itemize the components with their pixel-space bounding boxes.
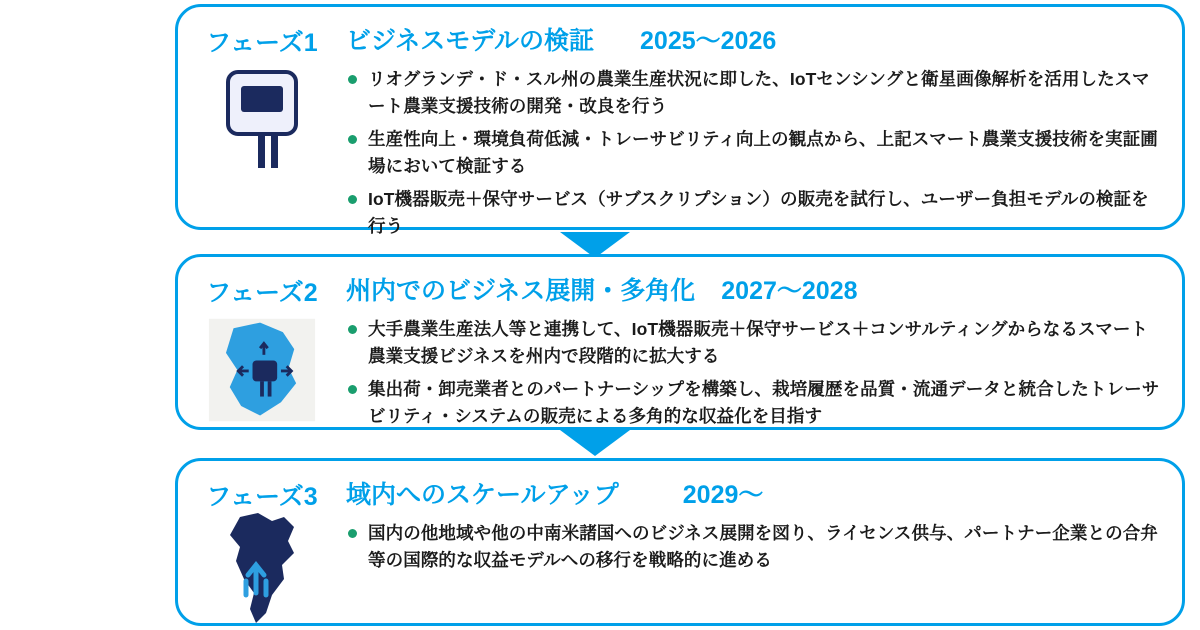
phase-3-bullet-1: 国内の他地域や他の中南米諸国へのビジネス展開を図り、ライセンス供与、パートナー企業との合弁等の国際的な収益モデルへの移行を戦略的に進める [346,520,1164,573]
phase-1-bullet-3: IoT機器販売＋保守サービス（サブスクリプション）の販売を試行し、ユーザー負担モデルの検証を行う [346,186,1164,239]
phase-2-heading [346,271,1164,307]
phase-2-body [346,257,1182,436]
south-america-map-icon [207,515,317,625]
phase-2-bullet-1: 大手農業生産法人等と連携して、IoT機器販売＋保守サービス＋コンサルティングからなるスマート農業支援ビジネスを州内で段階的に拡大する [346,316,1164,369]
phase-2-label: フェーズ2 [206,279,318,307]
phase-2-left-column [178,257,346,425]
phase-1-left-column [178,7,346,175]
phase-2-title: 州内でのビジネス展開・多角化 [346,277,696,305]
arrow-phase2-to-phase3 [560,430,630,456]
phase-1-bullet-2: 生産性向上・環境負荷低減・トレーサビリティ向上の観点から、上記スマート農業支援技術を実証圃場において検証する [346,126,1164,179]
phase-1-body [346,7,1182,247]
phase-1-bullet-1: リオグランデ・ド・スル州の農業生産状況に即した、IoTセンシングと衛星画像解析を活用したスマート農業支援技術の開発・改良を行う [346,66,1164,119]
phase-3-body [346,461,1182,580]
phase-1-period: 2025〜2026 [640,27,777,55]
phase-3-period: 2029〜 [682,481,764,509]
phase-1-heading [346,21,1164,57]
state-map-sensor-icon [207,315,317,425]
phase-1-label: フェーズ1 [206,29,318,57]
phase-1-title: ビジネスモデルの検証 [346,27,595,55]
phase-2-period: 2027〜2028 [721,277,858,305]
phase-card-3 [175,458,1185,626]
phase-3-bullet-list [346,520,1164,573]
phase-3-left-column [178,461,346,625]
phase-1-bullet-list [346,66,1164,240]
phase-3-label: フェーズ3 [206,483,318,511]
sensor-device-icon [207,65,317,175]
phase-card-2 [175,254,1185,430]
phase-card-1 [175,4,1185,236]
phase-3-heading [346,475,1164,511]
phase-3-title: 域内へのスケールアップ [346,481,619,509]
phase-2-bullet-list [346,316,1164,429]
phase-2-bullet-2: 集出荷・卸売業者とのパートナーシップを構築し、栽培履歴を品質・流通データと統合したトレーサビリティ・システムの販売による多角的な収益化を目指す [346,376,1164,429]
